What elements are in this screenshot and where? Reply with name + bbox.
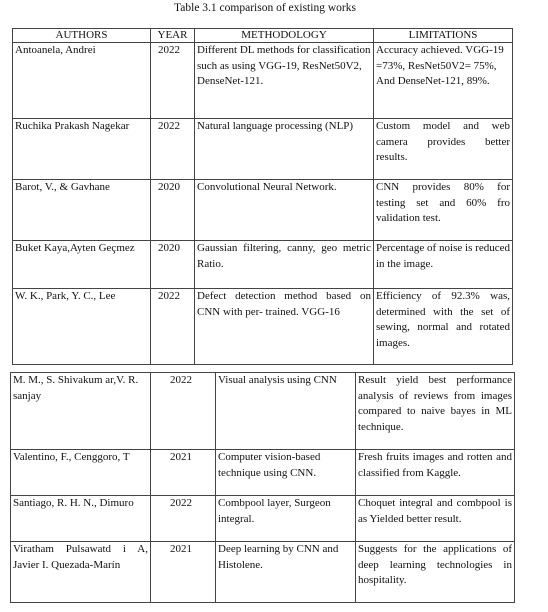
cell-authors: Barot, V., & Gavhane (13, 180, 151, 241)
cell-limitations: Custom model and web camera provides better results. (374, 119, 513, 180)
cell-authors: Ruchika Prakash Nagekar (13, 119, 151, 180)
cell-limitations: Choquet integral and combpool is as Yielded better result. (356, 496, 515, 542)
cell-authors: Viratham Pulsawatd i A, Javier I. Quezada-Marín (11, 542, 151, 603)
header-limitations: LIMITATIONS (374, 29, 513, 43)
cell-limitations: Result yield best performance analysis of reviews from images compared to naive bayes in ML technique. (356, 373, 515, 450)
cell-year: 2020 (151, 241, 195, 289)
cell-methodology: Visual analysis using CNN (216, 373, 356, 450)
table-row (13, 180, 513, 241)
cell-year: 2022 (151, 373, 216, 450)
cell-methodology: Computer vision-based technique using CNN. (216, 450, 356, 496)
table-row (11, 373, 515, 450)
cell-methodology: Convolutional Neural Network. (195, 180, 374, 241)
cell-authors: Buket Kaya,Ayten Geçmez (13, 241, 151, 289)
cell-limitations: Accuracy achieved. VGG-19 =73%, ResNet50V2= 75%, And DenseNet-121, 89%. (374, 43, 513, 119)
cell-limitations: CNN provides 80% for testing set and 60% fro validation test. (374, 180, 513, 241)
header-row (13, 29, 513, 43)
table-row (11, 542, 515, 603)
cell-year: 2022 (151, 289, 195, 365)
table-row (11, 496, 515, 542)
cell-methodology: Combpool layer, Surgeon integral. (216, 496, 356, 542)
cell-year: 2022 (151, 496, 216, 542)
cell-year: 2021 (151, 450, 216, 496)
cell-methodology: Gaussian filtering, canny, geo metric Ratio. (195, 241, 374, 289)
cell-methodology: Different DL methods for classification such as using VGG-19, ResNet50V2, DenseNet-121. (195, 43, 374, 119)
table-row (13, 43, 513, 119)
header-methodology: METHODOLOGY (195, 29, 374, 43)
cell-year: 2020 (151, 180, 195, 241)
cell-limitations: Suggests for the applications of deep learning technologies in hospitality. (356, 542, 515, 603)
cell-authors: Antoanela, Andrei (13, 43, 151, 119)
table-row (11, 450, 515, 496)
cell-authors: Valentino, F., Cenggoro, T (11, 450, 151, 496)
cell-methodology: Natural language processing (NLP) (195, 119, 374, 180)
table-row (13, 289, 513, 365)
header-year: YEAR (151, 29, 195, 43)
comparison-table-top (12, 28, 513, 365)
cell-authors: Santiago, R. H. N., Dimuro (11, 496, 151, 542)
table-caption: Table 3.1 comparison of existing works (174, 2, 356, 14)
cell-year: 2022 (151, 43, 195, 119)
cell-year: 2022 (151, 119, 195, 180)
cell-limitations: Percentage of noise is reduced in the image. (374, 241, 513, 289)
cell-methodology: Defect detection method based on CNN with per- trained. VGG-16 (195, 289, 374, 365)
header-authors: AUTHORS (13, 29, 151, 43)
comparison-table-bottom (10, 372, 515, 603)
cell-year: 2021 (151, 542, 216, 603)
table-row (13, 241, 513, 289)
cell-limitations: Efficiency of 92.3% was, determined with the set of sewing, normal and rotated images. (374, 289, 513, 365)
cell-authors: W. K., Park, Y. C., Lee (13, 289, 151, 365)
cell-methodology: Deep learning by CNN and Histolene. (216, 542, 356, 603)
cell-authors: M. M., S. Shivakum ar,V. R. sanjay (11, 373, 151, 450)
cell-limitations: Fresh fruits images and rotten and classified from Kaggle. (356, 450, 515, 496)
table-row (13, 119, 513, 180)
